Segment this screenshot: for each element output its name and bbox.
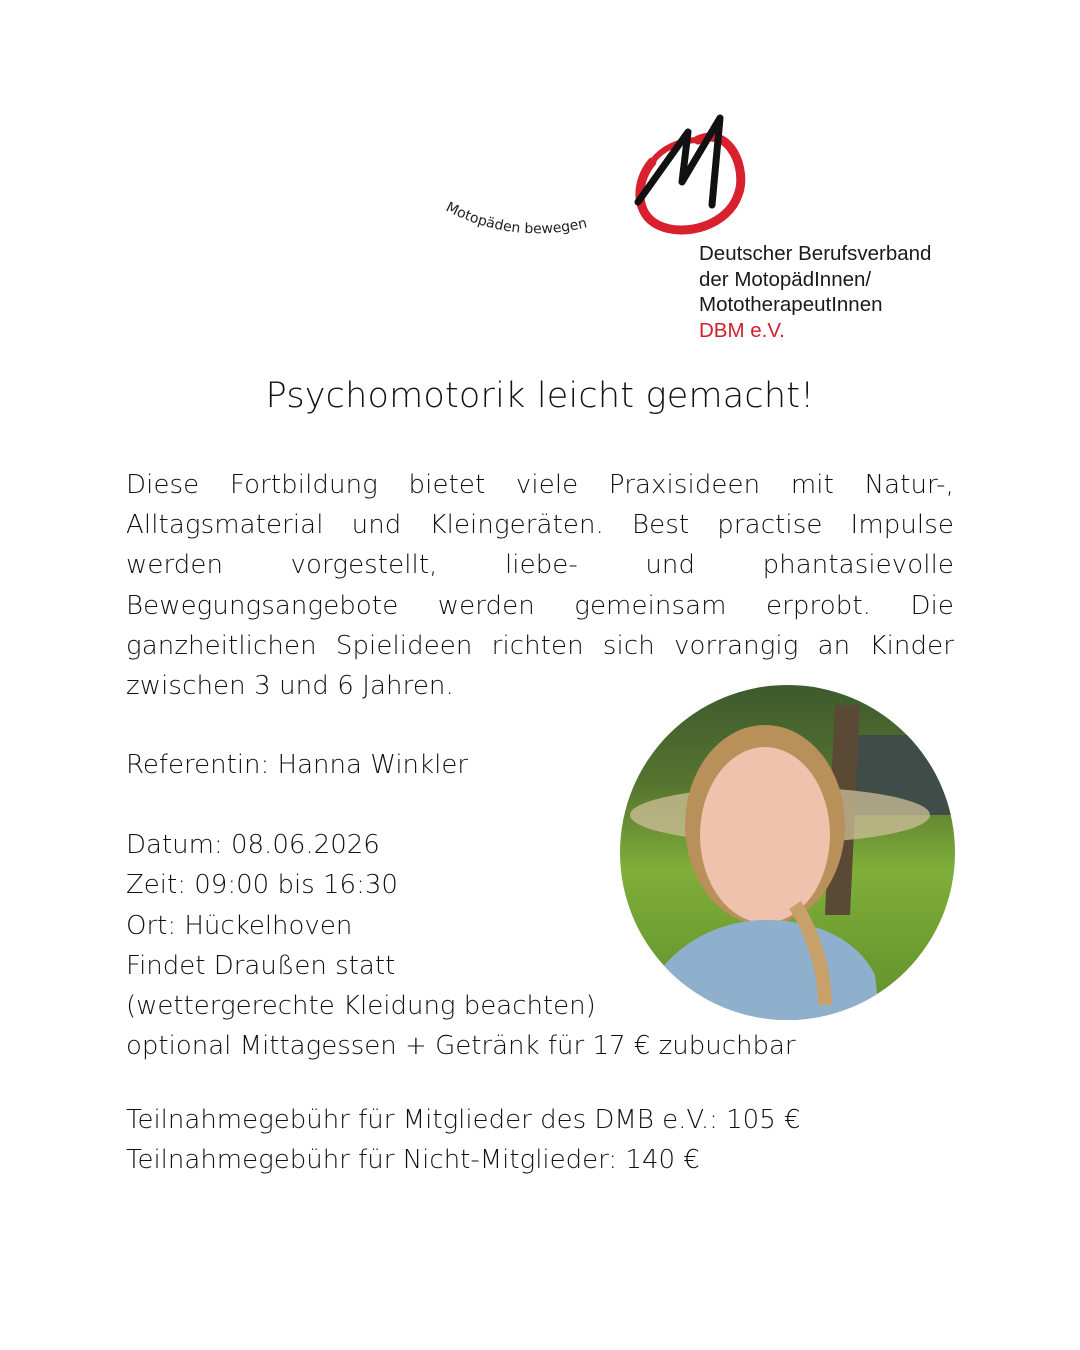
fee-members: Teilnahmegebühr für Mitglieder des DMB e.V.: 105 € — [126, 1105, 801, 1135]
lunch-note: optional Mittagessen + Getränk für 17 € zubuchbar — [126, 1031, 796, 1062]
org-line: MototherapeutInnen — [699, 293, 883, 316]
page-title: Psychomotorik leicht gemacht! — [265, 376, 815, 416]
fee-non-members: Teilnahmegebühr für Nicht-Mitglieder: 140 € — [126, 1145, 700, 1176]
org-line: der MotopädInnen/ — [699, 267, 872, 291]
clothing-note: (wettergerechte Kleidung beachten) — [126, 991, 596, 1022]
event-info — [126, 745, 796, 1066]
org-line: Deutscher Berufsverband — [699, 242, 932, 265]
time: Zeit: 09:00 bis 16:30 — [126, 870, 398, 901]
fees — [126, 1100, 801, 1180]
logo-org-name — [699, 241, 931, 343]
outdoor-note: Findet Draußen statt — [126, 950, 396, 981]
location: Ort: Hückelhoven — [126, 910, 353, 941]
speaker: Referentin: Hanna Winkler — [126, 750, 468, 780]
logo-tagline: Motopäden bewegen — [443, 199, 589, 238]
org-abbr: DBM e.V. — [699, 318, 785, 342]
course-description: Diese Fortbildung bietet viele Praxisideen mit Natur-, Alltagsmaterial und Kleingeräten. Best practise Impulse werden vorgestellt, liebe- und phantasievolle Bewegungsangebote werden gemeinsam erprobt. Die ganzheitlichen Spielideen richten sich vorrangig an Kinder zwischen 3 und 6 Jahren. — [126, 470, 954, 702]
date: Datum: 08.06.2026 — [126, 830, 380, 861]
